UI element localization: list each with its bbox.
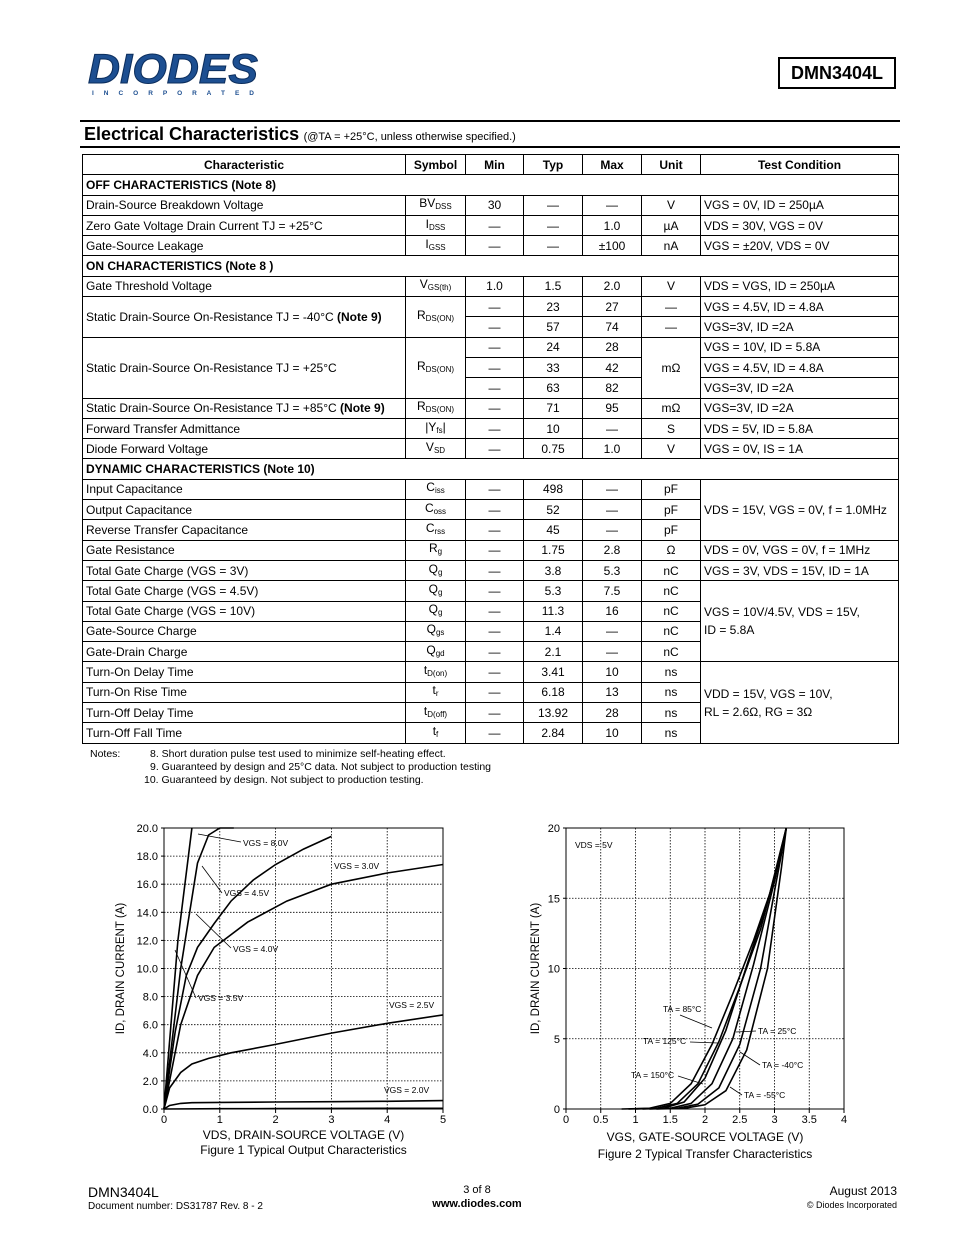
symbol: $V_{SD}$ [406, 439, 466, 459]
x-tick-label: 3 [771, 1114, 778, 1126]
label-pointer [736, 1031, 756, 1032]
test-condition: VDS = VGS, ID = 250µA [701, 276, 899, 296]
typ-value: 24 [524, 337, 583, 357]
section-condition: (@TA = +25°C, unless otherwise specified.) [303, 131, 516, 143]
section-row [83, 459, 899, 479]
curve-label: TA = -40°C [762, 1060, 804, 1070]
max-value: 28 [583, 703, 642, 723]
y-tick-label: 6.0 [142, 1019, 158, 1032]
typ-value: 52 [524, 500, 583, 520]
test-condition: VGS = 0V, ID = 250µA [701, 195, 899, 215]
min-value: — [466, 621, 524, 641]
table-row [83, 540, 899, 560]
label-pointer [680, 1015, 712, 1028]
curve-label: TA = 150°C [631, 1070, 675, 1080]
column-header: Typ [524, 155, 583, 175]
curve-label: VGS = 2.0V [384, 1085, 430, 1095]
symbol: $R_{DS(ON)}$ [406, 398, 466, 418]
test-condition [701, 581, 899, 662]
characteristic: Turn-On Delay Time [83, 662, 406, 682]
typ-value: — [524, 195, 583, 215]
test-condition: VDS = 15V, VGS = 0V, f = 1.0MHz [701, 479, 899, 540]
symbol: $I_{GSS}$ [406, 236, 466, 256]
test-condition: VGS = 0V, IS = 1A [701, 439, 899, 459]
max-value: — [583, 479, 642, 499]
typ-value: 71 [524, 398, 583, 418]
table-row [83, 581, 899, 601]
symbol: $Q_g$ [406, 560, 466, 580]
column-header: Characteristic [83, 155, 406, 175]
max-value: — [583, 418, 642, 438]
typ-value: 1.5 [524, 276, 583, 296]
divider [80, 146, 900, 148]
curve-label: VGS = 2.5V [389, 1000, 435, 1010]
unit: ns [642, 662, 701, 682]
y-axis-label: ID, DRAIN CURRENT (A) [115, 902, 127, 1035]
typ-value: 3.8 [524, 560, 583, 580]
characteristic [83, 398, 406, 418]
characteristic: Gate Threshold Voltage [83, 276, 406, 296]
typ-value: 2.1 [524, 642, 583, 662]
characteristic: Turn-Off Delay Time [83, 703, 406, 723]
min-value: — [466, 723, 524, 743]
max-value: 95 [583, 398, 642, 418]
unit: — [642, 297, 701, 317]
max-value: 28 [583, 337, 642, 357]
max-value: 82 [583, 378, 642, 398]
y-axis-label: ID, DRAIN CURRENT (A) [530, 902, 542, 1035]
series-line [164, 1108, 443, 1109]
symbol: $R_g$ [406, 540, 466, 560]
y-tick-label: 15 [547, 893, 560, 906]
table-row [83, 398, 899, 418]
max-value: 7.5 [583, 581, 642, 601]
characteristic: Total Gate Charge (VGS = 3V) [83, 560, 406, 580]
section-title [84, 124, 516, 145]
min-value: — [466, 398, 524, 418]
max-value: 2.8 [583, 540, 642, 560]
series-line [164, 836, 331, 1109]
unit: pF [642, 500, 701, 520]
max-value: 13 [583, 682, 642, 702]
symbol: $|Y_{fs}|$ [406, 418, 466, 438]
unit: V [642, 439, 701, 459]
part-number-box [778, 57, 896, 89]
symbol: $C_{rss}$ [406, 520, 466, 540]
typ-value: 1.4 [524, 621, 583, 641]
unit: pF [642, 479, 701, 499]
characteristic: Gate-Source Charge [83, 621, 406, 641]
max-value: 1.0 [583, 439, 642, 459]
symbol: $C_{iss}$ [406, 479, 466, 499]
characteristic-text: Static Drain-Source On-Resistance TJ = -40°C [86, 309, 334, 324]
notes-label: Notes: [90, 748, 121, 760]
symbol: $C_{oss}$ [406, 500, 466, 520]
typ-value: 5.3 [524, 581, 583, 601]
section-label: DYNAMIC CHARACTERISTICS (Note 10) [83, 459, 899, 479]
typ-value: 11.3 [524, 601, 583, 621]
typ-value: 0.75 [524, 439, 583, 459]
characteristic: Diode Forward Voltage [83, 439, 406, 459]
figure-caption: Figure 2 Typical Transfer Characteristics [597, 1147, 813, 1161]
test-condition-line: VDD = 15V, VGS = 10V, [704, 686, 833, 701]
unit: mΩ [642, 337, 701, 398]
curve-label: TA = 125°C [643, 1036, 687, 1046]
characteristic: Gate-Drain Charge [83, 642, 406, 662]
typ-value: 3.41 [524, 662, 583, 682]
min-value: — [466, 357, 524, 377]
symbol: $t_{D(off)}$ [406, 703, 466, 723]
unit: Ω [642, 540, 701, 560]
test-condition: VGS = 3V, VDS = 15V, ID = 1A [701, 560, 899, 580]
series-line [164, 865, 443, 1110]
column-header: Unit [642, 155, 701, 175]
section-label: OFF CHARACTERISTICS (Note 8) [83, 175, 899, 195]
min-value: — [466, 540, 524, 560]
typ-value: 498 [524, 479, 583, 499]
max-value: — [583, 520, 642, 540]
note-9: 9. Guaranteed by design and 25°C data. Not subject to production testing [150, 761, 492, 773]
max-value: — [583, 642, 642, 662]
y-tick-label: 4.0 [142, 1047, 158, 1060]
figure-caption: Figure 1 Typical Output Characteristics [200, 1143, 407, 1157]
curve-label: VGS = 8.0V [243, 838, 289, 848]
unit: ns [642, 703, 701, 723]
symbol: $I_{DSS}$ [406, 215, 466, 235]
characteristic: Drain-Source Breakdown Voltage [83, 195, 406, 215]
x-axis-label: VGS, GATE-SOURCE VOLTAGE (V) [606, 1130, 804, 1144]
x-tick-label: 0 [160, 1114, 168, 1126]
characteristic [83, 297, 406, 338]
min-value: — [466, 601, 524, 621]
min-value: — [466, 662, 524, 682]
test-condition-line: VGS = 10V/4.5V, VDS = 15V, [704, 605, 860, 620]
max-value: 5.3 [583, 560, 642, 580]
x-tick-label: 4 [840, 1114, 848, 1126]
unit: nC [642, 601, 701, 621]
footer-website: www.diodes.com [432, 1198, 522, 1210]
symbol: $BV_{DSS}$ [406, 195, 466, 215]
max-value: — [583, 195, 642, 215]
part-number: DMN3404L [790, 63, 884, 83]
unit: pF [642, 520, 701, 540]
min-value: 30 [466, 195, 524, 215]
test-condition: VGS = 10V, ID = 5.8A [701, 337, 899, 357]
table-row [83, 236, 899, 256]
typ-value: 57 [524, 317, 583, 337]
section-row [83, 256, 899, 276]
test-condition-line: ID = 5.8A [704, 623, 755, 638]
min-value: — [466, 317, 524, 337]
table-row [83, 215, 899, 235]
max-value: 42 [583, 357, 642, 377]
y-tick-label: 18.0 [136, 851, 158, 864]
max-value: — [583, 621, 642, 641]
typ-value: — [524, 215, 583, 235]
min-value: 1.0 [466, 276, 524, 296]
table-row [83, 479, 899, 499]
x-tick-label: 1 [216, 1114, 223, 1126]
footer-part: DMN3404L [88, 1184, 159, 1200]
characteristic: Forward Transfer Admittance [83, 418, 406, 438]
min-value: — [466, 236, 524, 256]
min-value: — [466, 500, 524, 520]
test-condition: VDS = 0V, VGS = 0V, f = 1MHz [701, 540, 899, 560]
y-tick-label: 14.0 [136, 907, 158, 920]
min-value: — [466, 439, 524, 459]
x-tick-label: 4 [384, 1114, 391, 1126]
curve-label: TA = 25°C [758, 1026, 797, 1036]
footer-page-number: 3 of 8 [463, 1184, 491, 1196]
typ-value: 2.84 [524, 723, 583, 743]
curve-label: VGS = 4.5V [224, 888, 270, 898]
typ-value: 10 [524, 418, 583, 438]
typ-value: 6.18 [524, 682, 583, 702]
min-value: — [466, 418, 524, 438]
typ-value: 1.75 [524, 540, 583, 560]
symbol: $Q_{gd}$ [406, 642, 466, 662]
column-header: Min [466, 155, 524, 175]
min-value: — [466, 642, 524, 662]
section-title-text: Electrical Characteristics [84, 124, 300, 144]
y-tick-label: 0.0 [142, 1104, 158, 1116]
max-value: 74 [583, 317, 642, 337]
logo-subtext: I N C O R P O R A T E D [92, 90, 255, 97]
y-tick-label: 16.0 [136, 879, 158, 892]
symbol: $R_{DS(ON)}$ [406, 297, 466, 338]
x-tick-label: 2.5 [732, 1114, 748, 1126]
divider [80, 120, 900, 122]
typ-value: 23 [524, 297, 583, 317]
footer-document-number: Document number: DS31787 Rev. 8 - 2 [88, 1201, 263, 1212]
unit: V [642, 195, 701, 215]
symbol: $V_{GS(th)}$ [406, 276, 466, 296]
unit: mΩ [642, 398, 701, 418]
table-row [83, 439, 899, 459]
characteristic: Gate-Source Leakage [83, 236, 406, 256]
max-value: ±100 [583, 236, 642, 256]
symbol: $Q_{gs}$ [406, 621, 466, 641]
unit: S [642, 418, 701, 438]
x-tick-label: 5 [439, 1114, 447, 1126]
unit: nC [642, 581, 701, 601]
y-tick-label: 12.0 [136, 935, 158, 948]
footer-date: August 2013 [829, 1184, 897, 1198]
curve-label: VGS = 3.0V [334, 861, 380, 871]
unit: ns [642, 723, 701, 743]
test-condition: VGS = 4.5V, ID = 4.8A [701, 357, 899, 377]
test-condition: VGS=3V, ID =2A [701, 317, 899, 337]
y-tick-label: 20 [547, 823, 560, 835]
test-condition-line: RL = 2.6Ω, RG = 3Ω [704, 704, 813, 719]
typ-value: 33 [524, 357, 583, 377]
max-value: 10 [583, 662, 642, 682]
characteristic: Reverse Transfer Capacitance [83, 520, 406, 540]
symbol: $t_r$ [406, 682, 466, 702]
symbol: $Q_g$ [406, 581, 466, 601]
charts-area [0, 810, 954, 1180]
max-value: 16 [583, 601, 642, 621]
unit: ns [642, 682, 701, 702]
typ-value: — [524, 236, 583, 256]
x-tick-label: 1.5 [662, 1114, 678, 1126]
min-value: — [466, 479, 524, 499]
test-condition: VGS=3V, ID =2A [701, 378, 899, 398]
max-value: 2.0 [583, 276, 642, 296]
note-10: 10. Guaranteed by design. Not subject to production testing. [144, 774, 424, 786]
note-ref: (Note 9) [337, 309, 382, 324]
characteristic: Static Drain-Source On-Resistance TJ = +25°C [83, 337, 406, 398]
characteristic: Total Gate Charge (VGS = 4.5V) [83, 581, 406, 601]
x-tick-label: 0 [562, 1114, 570, 1126]
column-header: Symbol [406, 155, 466, 175]
table-row [83, 195, 899, 215]
column-header: Test Condition [701, 155, 899, 175]
test-condition: VDS = 30V, VGS = 0V [701, 215, 899, 235]
characteristic: Output Capacitance [83, 500, 406, 520]
curve-label: VGS = 4.0V [233, 944, 279, 954]
test-condition: VDS = 5V, ID = 5.8A [701, 418, 899, 438]
characteristic: Gate Resistance [83, 540, 406, 560]
typ-value: 13.92 [524, 703, 583, 723]
min-value: — [466, 297, 524, 317]
y-tick-label: 10.0 [136, 963, 158, 976]
curve-label: VGS = 3.5V [198, 993, 244, 1003]
max-value: 27 [583, 297, 642, 317]
x-tick-label: 0.5 [593, 1114, 609, 1126]
table-row [83, 560, 899, 580]
table-header-row [83, 155, 899, 175]
min-value: — [466, 378, 524, 398]
table-row [83, 662, 899, 682]
characteristic: Total Gate Charge (VGS = 10V) [83, 601, 406, 621]
column-header: Max [583, 155, 642, 175]
test-condition: VGS = 4.5V, ID = 4.8A [701, 297, 899, 317]
unit: nC [642, 642, 701, 662]
y-tick-label: 5 [553, 1033, 560, 1046]
unit: nA [642, 236, 701, 256]
min-value: — [466, 337, 524, 357]
table-row [83, 418, 899, 438]
unit: nC [642, 621, 701, 641]
footer-copyright: © Diodes Incorporated [806, 1200, 897, 1210]
note-8: 8. Short duration pulse test used to minimize self-heating effect. [150, 748, 446, 760]
logo-text: DIODES [88, 50, 258, 92]
label-pointer [202, 866, 222, 893]
test-condition: VGS=3V, ID =2A [701, 398, 899, 418]
section-row [83, 175, 899, 195]
unit: nC [642, 560, 701, 580]
min-value: — [466, 682, 524, 702]
y-tick-label: 2.0 [142, 1075, 158, 1088]
max-value: 10 [583, 723, 642, 743]
test-condition: VGS = ±20V, VDS = 0V [701, 236, 899, 256]
max-value: 1.0 [583, 215, 642, 235]
typ-value: 45 [524, 520, 583, 540]
x-axis-label: VDS, DRAIN-SOURCE VOLTAGE (V) [202, 1128, 405, 1142]
unit: V [642, 276, 701, 296]
curve-label: TA = -55°C [744, 1090, 786, 1100]
characteristic: Zero Gate Voltage Drain Current TJ = +25°C [83, 215, 406, 235]
x-tick-label: 2 [272, 1114, 279, 1126]
characteristic: Input Capacitance [83, 479, 406, 499]
min-value: — [466, 215, 524, 235]
table-row [83, 297, 899, 317]
x-tick-label: 3 [328, 1114, 335, 1126]
y-tick-label: 0 [553, 1104, 560, 1116]
x-tick-label: 3.5 [801, 1114, 817, 1126]
y-tick-label: 10 [547, 963, 560, 976]
min-value: — [466, 520, 524, 540]
note-ref: (Note 9) [340, 401, 385, 416]
x-tick-label: 2 [701, 1114, 709, 1126]
test-condition [701, 662, 899, 743]
max-value: — [583, 500, 642, 520]
y-tick-label: 8.0 [142, 991, 158, 1004]
unit: µA [642, 215, 701, 235]
section-label: ON CHARACTERISTICS (Note 8 ) [83, 256, 899, 276]
characteristic: Turn-On Rise Time [83, 682, 406, 702]
symbol: $t_f$ [406, 723, 466, 743]
y-tick-label: 20.0 [136, 823, 158, 835]
characteristic: Turn-Off Fall Time [83, 723, 406, 743]
label-pointer [690, 1042, 718, 1043]
min-value: — [466, 560, 524, 580]
table-row [83, 337, 899, 357]
diodes-logo [86, 50, 266, 100]
symbol: $Q_g$ [406, 601, 466, 621]
electrical-characteristics-table [82, 154, 899, 744]
table-row [83, 276, 899, 296]
symbol: $R_{DS(ON)}$ [406, 337, 466, 398]
min-value: — [466, 703, 524, 723]
min-value: — [466, 581, 524, 601]
curve-label: VDS = 5V [575, 840, 613, 850]
characteristic-text: Static Drain-Source On-Resistance TJ = +85°C [86, 401, 337, 416]
curve-label: TA = 85°C [663, 1004, 702, 1014]
x-tick-label: 1 [632, 1114, 639, 1126]
label-pointer [730, 1087, 742, 1095]
symbol: $t_{D(on)}$ [406, 662, 466, 682]
unit: — [642, 317, 701, 337]
typ-value: 63 [524, 378, 583, 398]
